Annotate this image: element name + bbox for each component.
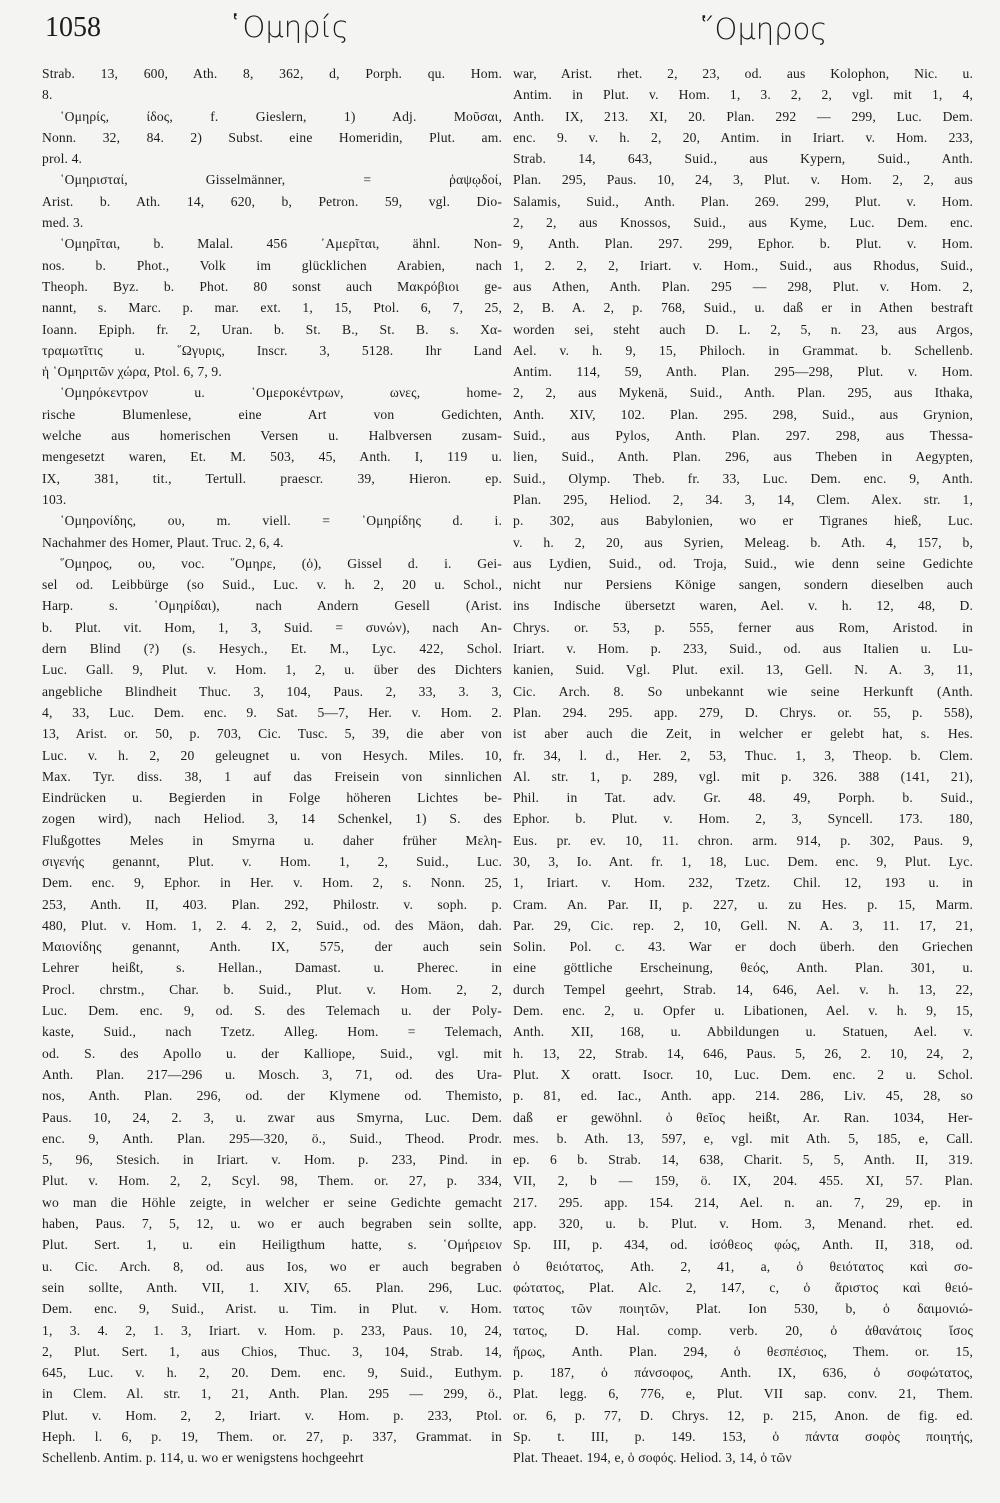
text-line: Ephor. b. Plut. v. Hom. 2, 3, Syncell. 173. 180, [513, 811, 973, 827]
text-line: ep. 6 b. Strab. 14, 638, Charit. 5, 5, Anth. II, 319. [513, 1152, 973, 1168]
text-line: Plan. 295, Heliod. 2, 34. 3, 14, Clem. Alex. str. 1, [513, 491, 973, 507]
text-line: durch Tempel geehrt, Strab. 14, 646, Ael. v. h. 13, 22, [513, 981, 973, 997]
text-line: Sp. t. III, p. 149. 153, ὁ πάντα σοφὸς ποιητής, [513, 1429, 973, 1444]
text-line: ῾Ομηρονίδης, ου, m. viell. = ῾Ομηρίδης d. i. [60, 513, 502, 529]
text-line: Procl. chrstm., Char. b. Suid., Plut. v. Hom. 2, 2, [42, 981, 502, 997]
text-line: Plut. Sert. 1, u. ein Heiligthum hatte, s. ῾Ομήρειον [42, 1237, 502, 1253]
text-line: Iriart. v. Hom. p. 233, Suid., od. aus Italien u. Lu- [513, 641, 973, 657]
text-line: Anth. XII, 168, u. Abbildungen u. Statuen, Ael. v. [513, 1024, 973, 1040]
text-line: Solin. Pol. c. 43. War er doch überh. den Griechen [513, 939, 973, 955]
text-line: Luc. Dem. enc. 9, od. S. des Telemach u. der Poly- [42, 1003, 502, 1019]
text-line: 1, Iriart. v. Hom. 232, Tzetz. Chil. 12, 193 u. in [513, 875, 973, 891]
text-line: Arist. b. Ath. 14, 620, b, Petron. 59, vgl. Dio- [42, 193, 502, 209]
right-running-headword: ῞Ομηρος [700, 12, 828, 46]
text-line: dern Blind (?) (s. Hesych., Et. M., Lyc. 422, Schol. [42, 641, 502, 657]
text-line: p. 81, ed. Iac., Anth. app. 214. 286, Liv. 45, 28, so [513, 1088, 973, 1104]
text-line: Al. str. 1, p. 289, vgl. mit p. 326. 388 (141, 21), [513, 768, 973, 784]
text-line: Theoph. Byz. b. Phot. 80 sonst auch Μακρόβιοι ge- [42, 278, 502, 294]
text-line: or. 6, p. 77, D. Chrys. 12, p. 215, Anon. de fig. ed. [513, 1407, 973, 1423]
text-line: p. 302, aus Babylonien, wo er Tigranes hieß, Luc. [513, 513, 973, 529]
text-line: 217. 295. app. 154. 214, Ael. n. an. 7, 29, ep. in [513, 1194, 973, 1210]
text-line: 2, 2, aus Mykenä, Suid., Anth. Plan. 295, aus Ithaka, [513, 385, 973, 401]
text-line: 1, 3. 4. 2, 1. 3, Iriart. v. Hom. p. 233, Paus. 10, 24, [42, 1322, 502, 1338]
text-line: ist aber auch die Zeit, in welcher er gelebt hat, s. Hes. [513, 726, 973, 742]
left-running-headword: ῾Ομηρίς [228, 10, 349, 44]
text-line: worden sei, steht auch D. L. 2, 5, n. 23, aus Argos, [513, 321, 973, 337]
text-line: fr. 34, l. d., Her. 2, 53, Thuc. 1, 3, Theop. b. Clem. [513, 747, 973, 763]
text-line: Heph. l. 6, p. 19, Them. or. 27, p. 337, Grammat. in [42, 1429, 502, 1444]
text-line: Nachahmer des Homer, Plaut. Truc. 2, 6, 4. [42, 534, 284, 550]
right-text-column [513, 63, 973, 1469]
text-line: aus Athen, Anth. Plan. 295 — 298, Plut. v. Hom. 2, [513, 278, 973, 294]
text-line: 9, Anth. Plan. 297. 299, Ephor. b. Plut. v. Hom. [513, 236, 973, 252]
text-line: sein sollte, Anth. VII, 1. XIV, 65. Plan. 296, Luc. [42, 1279, 502, 1295]
text-line: Anth. Plan. 217—296 u. Mosch. 3, 71, od. des Ura- [42, 1066, 502, 1082]
text-line: 30, 3, Io. Ant. fr. 1, 18, Luc. Dem. enc. 9, Plut. Lyc. [513, 853, 973, 869]
text-line: 4, 33, Luc. Dem. enc. 9. Sat. 5—7, Her. v. Hom. 2. [42, 704, 502, 720]
text-line: Antim. 114, 59, Anth. Plan. 295—298, Plut. v. Hom. [513, 364, 973, 380]
text-line: IX, 381, tit., Tertull. praescr. 39, Hieron. ep. [42, 470, 502, 486]
text-line: Plan. 295, Paus. 10, 24, 3, Plut. v. Hom. 2, 2, aus [513, 172, 973, 188]
text-line: Ael. v. h. 9, 15, Philoch. in Grammat. b. Schellenb. [513, 342, 973, 358]
text-line: Cram. An. Par. II, p. 227, u. zu Hes. p. 15, Marm. [513, 896, 973, 912]
text-line: Flußgottes Meles in Smyrna u. daher früher Μελη- [42, 832, 502, 848]
text-line: VII, 2, b — 159, ö. IX, 204. 455. XI, 57. Plan. [513, 1173, 973, 1189]
text-line: σιγενής genannt, Plut. v. Hom. 1, 2, Suid., Luc. [42, 853, 502, 869]
text-line: 2, B. A. 2, p. 768, Suid., u. daß er in Athen bestraft [513, 300, 973, 316]
text-line: Schellenb. Antim. p. 114, u. wo er wenigstens hochgeehrt [42, 1450, 364, 1466]
text-line: Anth. XIV, 102. Plan. 295. 298, Suid., aus Grynion, [513, 406, 973, 422]
text-line: ῞Ομηρος, ου, voc. ῞Ομηρε, (ὁ), Gissel d. i. Gei- [60, 555, 502, 571]
text-line: Paus. 10, 24, 2. 3, u. zwar aus Smyrna, Luc. Dem. [42, 1109, 502, 1125]
text-line: τατος τῶν ποιητῶν, Plat. Ion 530, b, ὁ δαιμονιώ- [513, 1301, 973, 1317]
text-line: Plut. v. Hom. 2, 2, Scyl. 98, Them. or. 27, p. 334, [42, 1173, 502, 1189]
text-line: 13, Arist. or. 50, p. 703, Cic. Tusc. 5, 39, die aber von [42, 726, 502, 742]
text-line: 5, 96, Stesich. in Iriart. v. Hom. p. 233, Pind. in [42, 1152, 502, 1168]
text-line: Cic. Arch. 8. So unbekannt wie seine Herkunft (Anth. [513, 683, 973, 699]
text-line: Strab. 13, 600, Ath. 8, 362, d, Porph. qu. Hom. [42, 66, 502, 81]
text-line: nicht nur Persiens Könige sangen, sondern dieselben auch [513, 577, 973, 593]
text-line: Ioann. Epiph. fr. 2, Uran. b. St. B., St. B. s. Χα- [42, 321, 502, 337]
text-line: Max. Tyr. diss. 38, 1 auf das Freisein von sinnlichen [42, 768, 502, 784]
text-line: ῾Ομηρισταί, Gisselmänner, = ῥαψῳδοί, [60, 172, 502, 188]
text-line: Dem. enc. 2, u. Opfer u. Libationen, Ael. v. h. 9, 15, [513, 1003, 973, 1019]
text-line: 480, Plut. v. Hom. 1, 2. 4. 2, 2, Suid., od. des Mäon, dah. [42, 917, 502, 933]
text-line: φώτατος, Plat. Alc. 2, 147, c, ὁ ἄριστος καὶ θειό- [513, 1279, 973, 1295]
text-line: rische Blumenlese, eine Art von Gedichten, [42, 406, 502, 422]
text-line: ῾Ομηρῖται, b. Malal. 456 ᾿Αμερῖται, ähnl. Non- [60, 236, 502, 252]
text-line: Dem. enc. 9, Suid., Arist. u. Tim. in Plut. v. Hom. [42, 1301, 502, 1317]
text-line: Plut. v. Hom. 2, 2, Iriart. v. Hom. p. 233, Ptol. [42, 1407, 502, 1423]
text-line: Suid., aus Pylos, Anth. Plan. 297. 298, aus Thessa- [513, 428, 973, 444]
text-line: v. h. 2, 20, aus Syrien, Meleag. b. Ath. 4, 157, b, [513, 534, 973, 550]
text-line: nos. b. Phot., Volk im glücklichen Arabien, nach [42, 257, 502, 273]
text-line: welche aus homerischen Versen u. Halbversen zusam- [42, 428, 502, 444]
text-line: Plat. legg. 6, 776, e, Plut. VII sap. conv. 21, Them. [513, 1386, 973, 1402]
text-line: b. Plut. vit. Hom, 1, 3, Suid. = συνών), nach An- [42, 619, 502, 635]
text-line: Anth. IX, 213. XI, 20. Plan. 292 — 299, Luc. Dem. [513, 108, 973, 124]
text-line: ins Indische übersetzt waren, Ael. v. h. 12, 48, D. [513, 598, 973, 614]
text-line: 1, 2. 2, 2, Iriart. v. Hom., Suid., aus Rhodus, Suid., [513, 257, 973, 273]
text-line: angebliche Blindheit Thuc. 3, 104, Paus. 2, 33, 3. 3, [42, 683, 502, 699]
text-line: Chrys. or. 53, p. 555, ferner aus Rom, Aristod. in [513, 619, 973, 635]
text-line: Par. 29, Cic. rep. 2, 10, Gell. N. A. 3, 11. 17, 21, [513, 917, 973, 933]
text-line: nannt, s. Marc. p. mar. ext. 1, 15, Ptol. 6, 7, 25, [42, 300, 502, 316]
text-line: 2, 2, aus Knossos, Suid., aus Kyme, Luc. Dem. enc. [513, 215, 973, 231]
text-line: ἥρως, Anth. Plan. 294, ὁ θεσπέσιος, Them. or. 15, [513, 1343, 973, 1359]
text-line: 2, Plut. Sert. 1, aus Chios, Thuc. 3, 104, Strab. 14, [42, 1343, 502, 1359]
text-line: enc. 9. v. h. 2, 20, Antim. in Iriart. v. Hom. 233, [513, 129, 973, 145]
text-line: τατος, D. Hal. comp. verb. 20, ὁ ἀθανάτοις ἴσος [513, 1322, 973, 1338]
text-line: 8. [42, 87, 53, 103]
page-header [0, 8, 1000, 48]
text-line: zogen wird), nach Heliod. 3, 14 Schenkel, 1) S. des [42, 811, 502, 827]
text-line: ῾Ομηρίς, ίδος, f. Gieslern, 1) Adj. Μοῦσαι, [60, 108, 502, 124]
text-line: Harp. s. ῾Ομηρίδαι), nach Andern Gesell (Arist. [42, 598, 502, 614]
text-line: 645, Luc. v. h. 2, 20. Dem. enc. 9, Suid., Euthym. [42, 1365, 502, 1381]
text-line: sel od. Leibbürge (so Suid., Luc. v. h. 2, 20 u. Schol., [42, 577, 502, 593]
text-line: daß er gewöhnl. ὁ θεῖος heißt, Ar. Ran. 1034, Her- [513, 1109, 973, 1125]
text-line: h. 13, 22, Strab. 14, 646, Paus. 5, 26, 2. 10, 24, 2, [513, 1045, 973, 1061]
text-line: lien, Suid., Anth. Plan. 296, aus Theben in Aegypten, [513, 449, 973, 465]
text-line: Salamis, Suid., Anth. Plan. 269. 299, Plut. v. Hom. [513, 193, 973, 209]
text-line: u. Cic. Arch. 8, od. aus Ios, wo er auch begraben [42, 1258, 502, 1274]
text-line: Antim. in Plut. v. Hom. 1, 3. 2, 2, vgl. mit 1, 4, [513, 87, 973, 103]
text-line: Lehrer heißt, s. Hellan., Damast. u. Pherec. in [42, 960, 502, 976]
text-line: wo man die Höhle zeigte, in welcher er seine Gedichte gemacht [42, 1194, 502, 1210]
text-line: app. 320, u. b. Plut. v. Hom. 3, Menand. rhet. ed. [513, 1216, 973, 1232]
text-line: Plat. Theaet. 194, e, ὁ σοφός. Heliod. 3, 14, ὁ τῶν [513, 1450, 792, 1466]
text-line: Eus. pr. ev. 10, 11. chron. arm. 914, p. 302, Paus. 9, [513, 832, 973, 848]
text-line: kanien, Suid. Vgl. Plut. exil. 13, Gell. N. A. 3, 11, [513, 662, 973, 678]
text-line: 103. [42, 491, 67, 507]
text-line: od. S. des Apollo u. der Kalliope, Suid., vgl. mit [42, 1045, 502, 1061]
text-line: Sp. III, p. 434, od. ἰσόθεος φώς, Anth. II, 318, od. [513, 1237, 973, 1253]
text-line: eine göttliche Erscheinung, θεός, Anth. Plan. 301, u. [513, 960, 973, 976]
text-line: prol. 4. [42, 151, 83, 167]
text-line: aus Lydien, Suid., od. Troja, Suid., wie denn seine Gedichte [513, 555, 973, 571]
text-line: Dem. enc. 9, Ephor. in Her. v. Hom. 2, s. Nonn. 25, [42, 875, 502, 891]
left-text-column [42, 63, 502, 1469]
text-line: Suid., Olymp. Theb. fr. 33, Luc. Dem. enc. 9, Anth. [513, 470, 973, 486]
text-line: ὁ θειότατος, Ath. 2, 41, a, ὁ θειότατος καὶ σο- [513, 1258, 973, 1274]
text-line: ἡ ῾Ομηριτῶν χώρα, Ptol. 6, 7, 9. [42, 364, 222, 380]
text-line: Eindrücken u. Begierden in Folge höheren Lichtes be- [42, 790, 502, 806]
text-line: ῾Ομηρόκεντρον u. ῾Ομεροκέντρων, ωνες, home- [60, 385, 502, 401]
text-line: p. 187, ὁ πάνσοφος, Anth. IX, 636, ὁ σοφώτατος, [513, 1365, 973, 1381]
text-line: in Clem. Al. str. 1, 21, Anth. Plan. 295 — 299, ö., [42, 1386, 502, 1402]
text-line: kaste, Suid., nach Tzetz. Alleg. Hom. = Telemach, [42, 1024, 502, 1040]
text-line: enc. 9, Anth. Plan. 295—320, ö., Suid., Theod. Prodr. [42, 1130, 502, 1146]
text-line: Μαιονίδης genannt, Anth. IX, 575, der auch sein [42, 939, 502, 955]
text-line: mengesetzt waren, Et. M. 503, 45, Anth. I, 119 u. [42, 449, 502, 465]
text-line: Plan. 294. 295. app. 279, D. Chrys. or. 55, p. 558), [513, 704, 973, 720]
text-line: war, Arist. rhet. 2, 23, od. aus Kolophon, Nic. u. [513, 66, 973, 81]
text-line: τραμωτῖτις u. ῞Ωγυρις, Inscr. 3, 5128. Ihr Land [42, 342, 502, 358]
text-line: nos, Anth. Plan. 296, od. der Klymene od. Themisto, [42, 1088, 502, 1104]
text-line: Strab. 14, 643, Suid., aus Kypern, Suid., Anth. [513, 151, 973, 167]
page-number: 1058 [45, 12, 101, 43]
text-line: 253, Anth. II, 403. Plan. 292, Philostr. v. soph. p. [42, 896, 502, 912]
text-line: Nonn. 32, 84. 2) Subst. eine Homeridin, Plut. am. [42, 129, 502, 145]
text-line: Phil. in Tat. adv. Gr. 48. 49, Porph. b. Suid., [513, 790, 973, 806]
text-line: Luc. Gall. 9, Plut. v. Hom. 1, 2, u. über des Dichters [42, 662, 502, 678]
text-line: med. 3. [42, 215, 84, 231]
text-line: Luc. v. h. 2, 20 geleugnet u. von Hesych. Miles. 10, [42, 747, 502, 763]
text-line: mes. b. Ath. 13, 597, e, vgl. mit Ath. 5, 185, e, Call. [513, 1130, 973, 1146]
text-line: Plut. X oratt. Isocr. 10, Luc. Dem. enc. 2 u. Schol. [513, 1066, 973, 1082]
text-line: haben, Paus. 7, 5, 12, u. wo er auch begraben sein sollte, [42, 1216, 502, 1232]
